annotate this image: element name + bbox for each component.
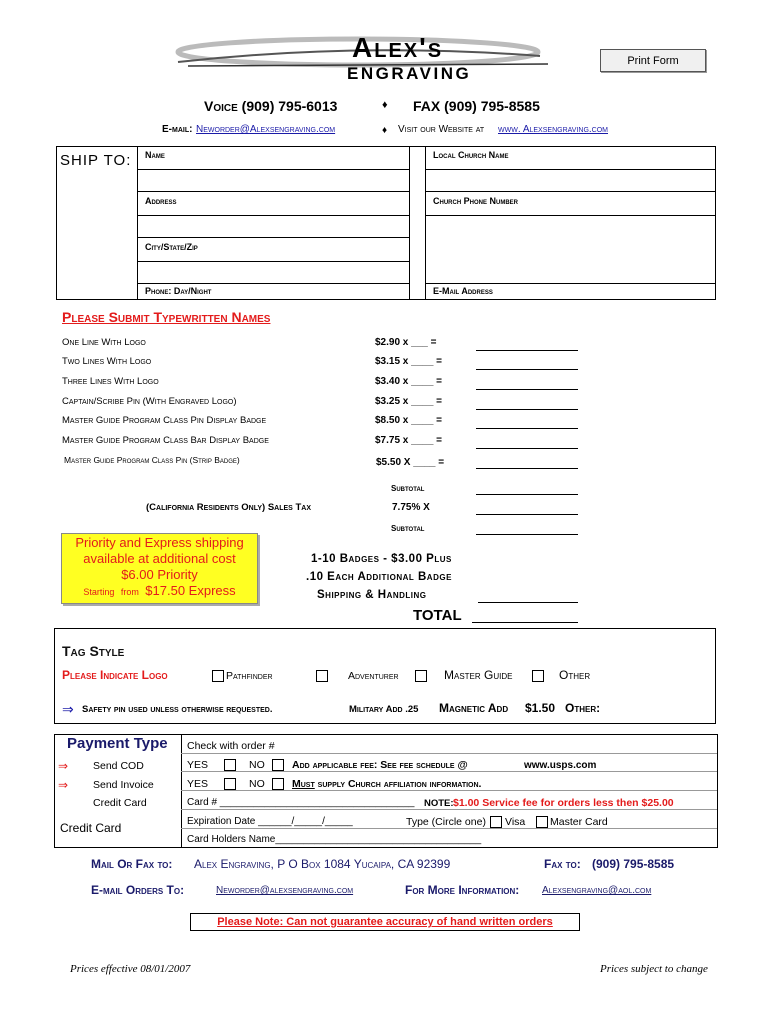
master-guide-label: Master Guide (444, 668, 513, 682)
invoice-no-label: NO (249, 778, 265, 790)
item-label: One Line With Logo (62, 337, 146, 348)
amount-field[interactable] (476, 448, 578, 449)
mastercard-label: Master Card (550, 816, 608, 828)
prices-subject: Prices subject to change (600, 963, 708, 975)
tag-style-heading: Tag Style (62, 643, 125, 659)
subtotal-label: Subtotal (391, 524, 425, 533)
total-label: TOTAL (413, 607, 462, 624)
expiration-field[interactable]: Expiration Date ______/_____/_____ (187, 816, 353, 827)
tax-label: (California Residents Only) Sales Tax (146, 502, 311, 513)
website-label: Visit our Website at (398, 124, 485, 135)
promo-line: available at additional cost (83, 551, 236, 566)
item-label: Master Guide Program Class Pin (Strip Badge) (64, 455, 240, 465)
item-price: $3.15 x ____ = (375, 356, 443, 367)
shipping-rate: .10 Each Additional Badge (306, 571, 452, 583)
shipping-field[interactable] (478, 602, 578, 603)
item-label: Master Guide Program Class Bar Display Badge (62, 435, 269, 446)
item-price: $7.75 x ____ = (375, 435, 443, 446)
tax-rate: 7.75% X (392, 502, 430, 513)
item-label: Master Guide Program Class Pin Display Badge (62, 415, 267, 426)
subtotal-label: Subtotal (391, 484, 425, 493)
magnetic-price: $1.50 (525, 701, 556, 715)
fax-number: (909) 795-8585 (592, 857, 675, 871)
ship-to-label: SHIP TO: (60, 152, 132, 169)
amount-field[interactable] (476, 350, 578, 351)
website-link[interactable]: www. Alexsengraving.com (498, 124, 608, 135)
pricing-heading: Please Submit Typewritten Names (62, 309, 271, 325)
usps-link[interactable]: www.usps.com (524, 760, 597, 771)
card-number-field[interactable]: Card # ___________________________________ (187, 797, 415, 808)
credit-card-label: Credit Card (60, 821, 122, 835)
payment-heading: Payment Type (67, 735, 168, 752)
fee-note: Add applicable fee: See fee schedule @ (292, 759, 468, 771)
logo-subtitle: ENGRAVING (347, 64, 472, 83)
more-info-label: For More Information: (405, 883, 520, 897)
name-field[interactable] (138, 170, 408, 190)
visa-label: Visa (505, 816, 526, 828)
amount-field[interactable] (476, 428, 578, 429)
adventurer-checkbox[interactable] (316, 670, 328, 682)
send-cod-option[interactable]: Send COD (93, 760, 144, 772)
email-orders-label: E-mail Orders To: (91, 883, 185, 897)
shipping-rate: Shipping & Handling (317, 589, 427, 601)
name-label: Name (145, 150, 165, 160)
military-add: Military Add .25 (349, 704, 419, 715)
amount-field[interactable] (476, 389, 578, 390)
amount-field[interactable] (476, 369, 578, 370)
magnetic-add: Magnetic Add (439, 701, 509, 715)
church-label: Local Church Name (433, 150, 509, 160)
shipping-promo (61, 533, 258, 604)
other-checkbox[interactable] (532, 670, 544, 682)
prices-effective: Prices effective 08/01/2007 (70, 963, 191, 975)
must-rest: supply Church affiliation information. (317, 778, 482, 790)
visa-checkbox[interactable] (490, 816, 502, 828)
subtotal-field[interactable] (476, 494, 578, 495)
cod-yes-checkbox[interactable] (224, 759, 236, 771)
item-price: $3.40 x ____ = (375, 376, 443, 387)
church-field[interactable] (426, 170, 712, 190)
amount-field[interactable] (476, 468, 578, 469)
other-add: Other: (565, 701, 601, 715)
item-price: $2.90 x ___ = (375, 337, 437, 348)
email-link[interactable]: Neworder@Alexsengraving.com (196, 124, 336, 135)
city-label: City/State/Zip (145, 242, 198, 252)
indicate-logo-label: Please Indicate Logo (62, 668, 168, 682)
arrow-icon: ⇒ (58, 778, 69, 792)
logo-name: Alex's (352, 32, 444, 63)
invoice-no-checkbox[interactable] (272, 778, 284, 790)
must-word: Must (292, 778, 315, 790)
phone-label: Phone: Day/Night (145, 286, 212, 296)
promo-from: from (120, 587, 139, 597)
church-phone-label: Church Phone Number (433, 196, 519, 206)
voice-phone: Voice (909) 795-6013 (204, 98, 338, 114)
address-field[interactable] (138, 216, 408, 236)
handwritten-note (190, 913, 580, 931)
adventurer-label: Adventurer (348, 670, 399, 682)
safety-pin-note: Safety pin used unless otherwise requested. (82, 704, 273, 715)
card-type-label: Type (Circle one) (406, 816, 486, 828)
handwritten-note-text: Please Note: Can not guarantee accuracy of hand written orders (217, 916, 553, 928)
cod-no-checkbox[interactable] (272, 759, 284, 771)
must-note (292, 778, 481, 790)
other-label: Other (559, 668, 591, 682)
tax-field[interactable] (476, 514, 578, 515)
orders-email-link[interactable]: Neworder@alexsengraving.com (216, 885, 354, 896)
note-label: NOTE: (424, 798, 454, 809)
print-form-button[interactable]: Print Form (600, 49, 706, 72)
address-label: Address (145, 196, 177, 206)
total-field[interactable] (472, 622, 578, 623)
send-invoice-option[interactable]: Send Invoice (93, 779, 154, 791)
promo-starting: Starting (83, 587, 115, 597)
item-label: Two Lines With Logo (62, 356, 152, 367)
mastercard-checkbox[interactable] (536, 816, 548, 828)
invoice-yes-checkbox[interactable] (224, 778, 236, 790)
invoice-yes-label: YES (187, 778, 209, 790)
cod-yes-label: YES (187, 759, 209, 771)
amount-field[interactable] (476, 409, 578, 410)
item-price: $5.50 X ____ = (376, 457, 445, 468)
item-label: Three Lines With Logo (62, 376, 159, 387)
arrow-icon: ⇒ (62, 701, 74, 717)
promo-express: $17.50 Express (145, 583, 236, 598)
arrow-icon: ⇒ (58, 759, 69, 773)
church-phone-field[interactable] (426, 216, 712, 276)
credit-card-option[interactable]: Credit Card (93, 797, 147, 809)
service-fee-note: $1.00 Service fee for orders less then $25.00 (453, 797, 674, 809)
check-with-order: Check with order # (187, 740, 275, 752)
info-email-link[interactable]: Alexsengraving@aol.com (542, 885, 652, 896)
item-label: Captain/Scribe Pin (With Engraved Logo) (62, 396, 237, 407)
item-price: $8.50 x ____ = (375, 415, 443, 426)
bullet-icon: ♦ (382, 125, 388, 136)
pathfinder-label: Pathfinder (226, 670, 273, 682)
email-label: E-mail: (162, 124, 193, 135)
mail-address: Alex Engraving, P O Box 1084 Yucaipa, CA 92399 (194, 857, 451, 871)
fax-phone: FAX (909) 795-8585 (413, 98, 540, 114)
promo-line: $6.00 Priority (121, 567, 198, 582)
cod-no-label: NO (249, 759, 265, 771)
subtotal-field[interactable] (476, 534, 578, 535)
shipping-rate: 1-10 Badges - $3.00 Plus (311, 553, 452, 565)
master-guide-checkbox[interactable] (415, 670, 427, 682)
card-holder-field[interactable]: Card Holders Name_____________________________________ (187, 834, 482, 845)
fax-label: Fax to: (544, 857, 581, 871)
email-address-label: E-Mail Address (433, 286, 493, 296)
mail-fax-label: Mail Or Fax to: (91, 857, 173, 871)
bullet-icon: ♦ (382, 99, 388, 111)
promo-line: Priority and Express shipping (75, 535, 244, 550)
item-price: $3.25 x ____ = (375, 396, 443, 407)
pathfinder-checkbox[interactable] (212, 670, 224, 682)
city-field[interactable] (138, 262, 408, 282)
